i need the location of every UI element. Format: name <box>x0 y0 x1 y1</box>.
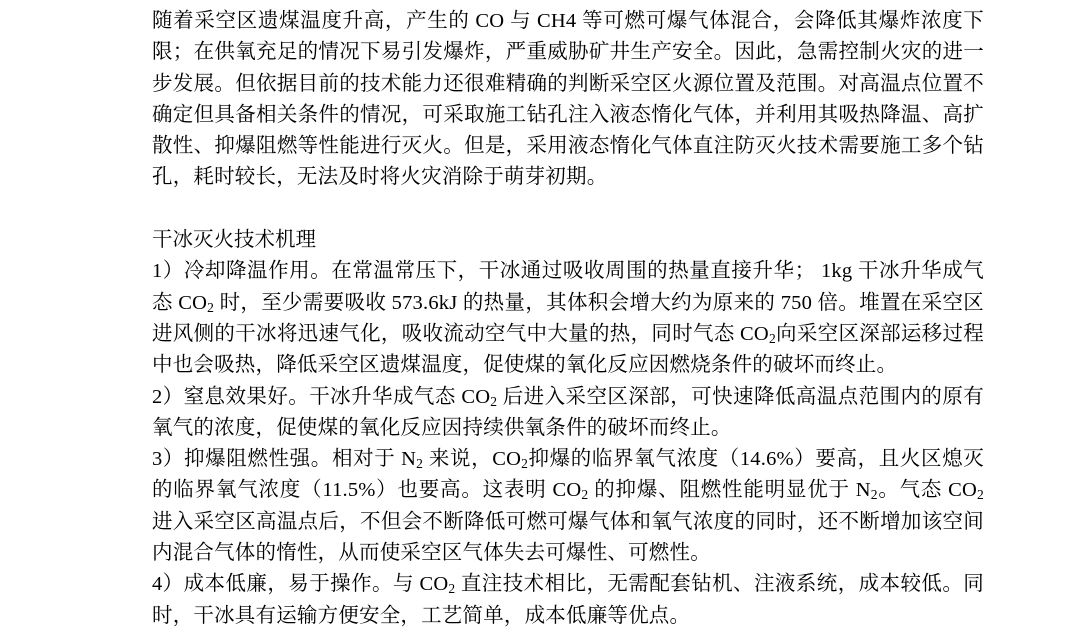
paragraph-spacer <box>152 194 984 225</box>
paragraph-item-1: 1）冷却降温作用。在常温常压下，干冰通过吸收周围的热量直接升华； 1kg 干冰升华成气态 $CO_2$ 时，至少需要吸收 573.6kJ 的热量，其体积会增大约为原来的 750 倍。堆置在采空区进风侧的干冰将迅速气化，吸收流动空气中大量的热，同时气态 $CO_2$向采空区深部运移过程中也会吸热，降低采空区遗煤温度，促使煤的氧化反应因燃烧条件的破坏而终止。 <box>152 260 985 377</box>
paragraph-item-4: 4）成本低廉，易于操作。与 $CO_2$ 直注技术相比，无需配套钻机、注液系统，成本较低。同时，干冰具有运输方便安全，工艺简单，成本低廉等优点。 <box>152 573 984 627</box>
paragraph-item-2: 2）窒息效果好。干冰升华成气态 $CO_2$ 后进入采空区深部，可快速降低高温点范围内的原有氧气的浓度，促使煤的氧化反应因持续供氧条件的破坏而终止。 <box>152 385 984 439</box>
section-heading: 干冰灭火技术机理 <box>152 229 316 252</box>
paragraph-item-3: 3）抑爆阻燃性强。相对于 $N_2$ 来说，$CO_2$抑爆的临界氧气浓度（14.6%）要高，且火区熄灭的临界氧气浓度（11.5%）也要高。这表明 $CO_2$ 的抑爆、阻燃性能明显优于 $N_2$。气态 $CO_2$ 进入采空区高温点后，不但会不断降低可燃可爆气体和氧气浓度的同时，还不断增加该空间内混合气体的惰性，从而使采空区气体失去可爆性、可燃性。 <box>152 448 984 565</box>
paragraph-intro: 随着采空区遗煤温度升高，产生的 CO 与 CH4 等可燃可爆气体混合，会降低其爆炸浓度下限；在供氧充足的情况下易引发爆炸，严重威胁矿井生产安全。因此，急需控制火灾的进一步发展。但依据目前的技术能力还很难精确的判断采空区火源位置及范围。对高温点位置不确定但具备相关条件的情况，可采取施工钻孔注入液态惰化气体，并利用其吸热降温、高扩散性、抑爆阻燃等性能进行灭火。但是，采用液态惰化气体直注防灭火技术需要施工多个钻孔，耗时较长，无法及时将火灾消除于萌芽初期。 <box>152 10 984 189</box>
